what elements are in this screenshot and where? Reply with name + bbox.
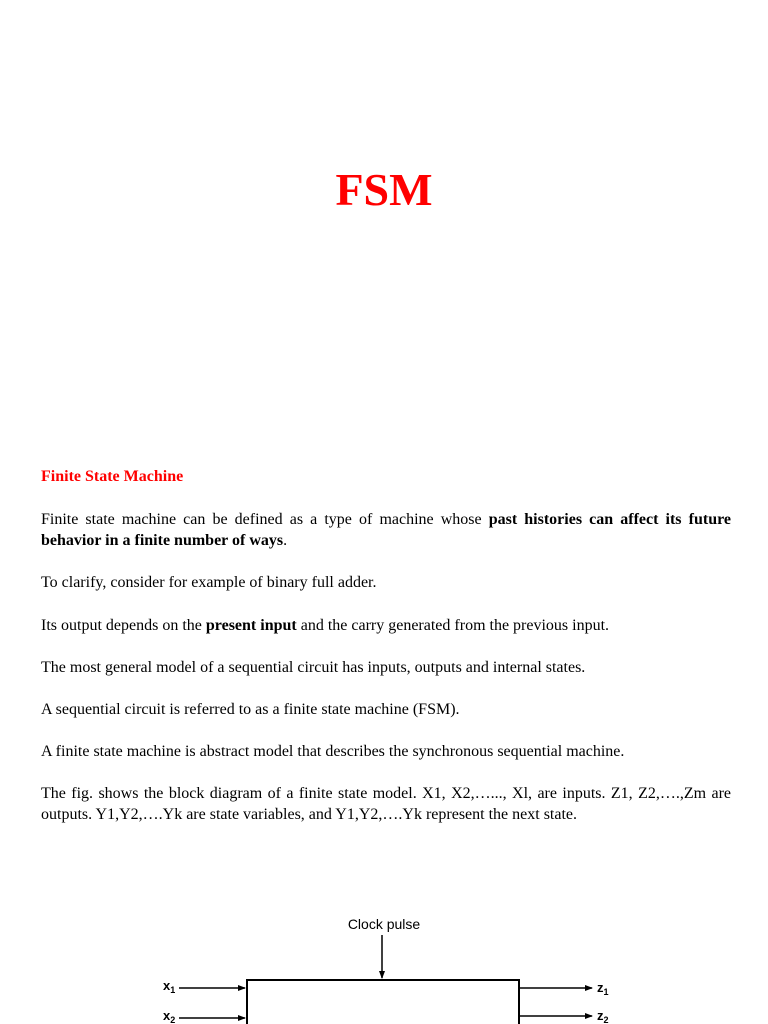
input-x2-letter: x <box>163 1008 171 1023</box>
paragraph-clarify: To clarify, consider for example of binary full adder. <box>41 574 377 591</box>
output-z1-letter: z <box>597 980 604 995</box>
output-z2 <box>519 1008 609 1024</box>
paragraph-block-diagram: The fig. shows the block diagram of a finite state model. X1, X2,…..., Xl, are inputs. Z1, Z2,….,Zm are outputs. Y1,Y2,….Yk are state variables, and Y1,Y2,….Yk represent the next state. <box>41 785 731 823</box>
paragraph-sequential-circuit: A sequential circuit is referred to as a finite state machine (FSM). <box>41 701 460 718</box>
svg-text:x1 <box>163 978 175 995</box>
page-title: FSM <box>335 164 433 215</box>
paragraph-output-text: Its output depends on the <box>41 617 206 634</box>
fsm-block-diagram <box>0 900 768 1024</box>
output-z2-letter: z <box>597 1008 604 1023</box>
input-x1 <box>163 978 245 995</box>
output-z2-subscript: 2 <box>603 1015 609 1024</box>
paragraph-definition <box>41 509 731 551</box>
paragraph-definition-text: Finite state machine can be defined as a type of machine whose <box>41 511 489 528</box>
input-x1-subscript: 1 <box>170 985 176 995</box>
svg-text:z1 <box>597 980 609 997</box>
paragraph-general-model: The most general model of a sequential circuit has inputs, outputs and internal states. <box>41 659 586 676</box>
output-z1 <box>519 980 609 997</box>
paragraph-output-end: and the carry generated from the previous input. <box>296 617 610 634</box>
input-x1-letter: x <box>163 978 171 993</box>
svg-text:x2 <box>163 1008 175 1024</box>
output-z1-subscript: 1 <box>603 987 609 997</box>
input-x2-subscript: 2 <box>170 1015 176 1024</box>
section-heading: Finite State Machine <box>41 468 184 485</box>
input-x2 <box>163 1008 245 1024</box>
clock-pulse-label: Clock pulse <box>347 916 421 932</box>
paragraph-definition-end: . <box>283 532 288 549</box>
paragraph-definition-emphasis: past histories can affect its future behavior in a finite number of ways <box>41 511 732 549</box>
combinational-logic-block <box>247 980 519 1024</box>
paragraph-output-emphasis: present input <box>205 617 297 634</box>
paragraph-abstract-model: A finite state machine is abstract model that describes the synchronous sequential machine. <box>41 743 625 760</box>
svg-text:z2 <box>597 1008 609 1024</box>
paragraph-output <box>41 615 731 636</box>
